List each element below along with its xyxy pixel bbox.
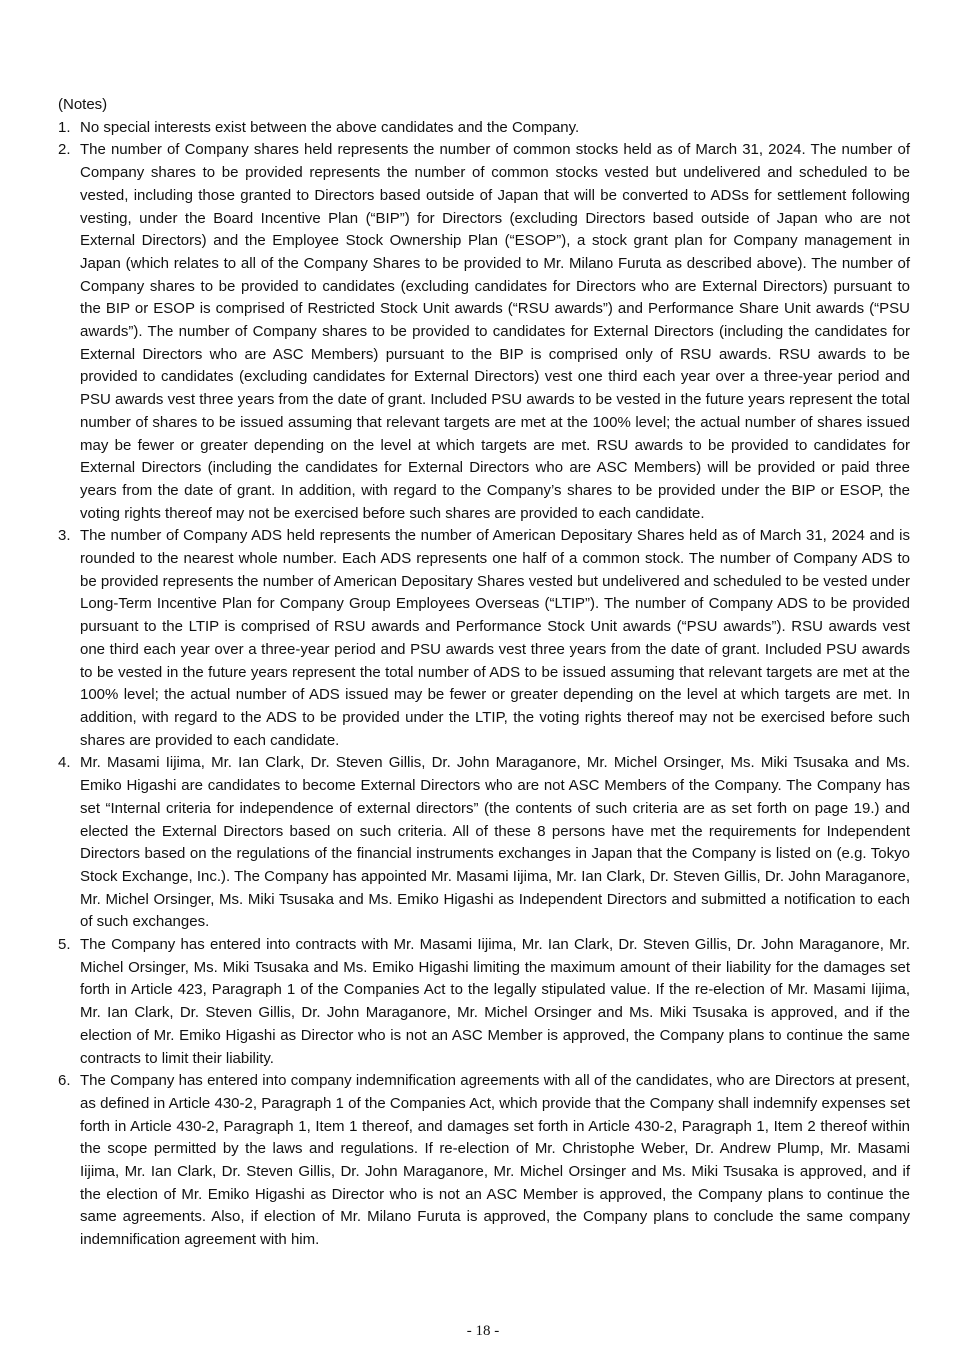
note-number: 2.	[58, 141, 71, 159]
notes-heading: (Notes)	[58, 96, 108, 113]
note-text: The number of Company ADS held represents the number of American Depositary Shares held as of March 31, 2024 and is rounded to the nearest whole number. Each ADS represents one half of a common stock. The number of Company ADS to be provided represents the number of American Depositary Shares vested but undelivered and scheduled to be vested under Long-Term Incentive Plan for Company Group Employees Overseas (“LTIP”). The number of Company ADS to be provided pursuant to the LTIP is comprised of RSU awards and Performance Stock Unit awards (“PSU awards”). RSU awards vest one third each year over a three-year period and PSU awards vest three years from the date of grant. Included PSU awards to be vested in the future years represent the total number of ADS to be issued assuming that relevant targets are met at the 100% level; the actual number of ADS issued may be fewer or greater depending on the level at which targets are met. In addition, with regard to the ADS to be provided under the LTIP, the voting rights thereof may not be exercised before such shares are provided to each candidate.	[80, 527, 910, 749]
note-number: 4.	[58, 754, 71, 772]
note-item	[58, 752, 910, 934]
note-item	[58, 139, 910, 525]
note-text: No special interests exist between the above candidates and the Company.	[80, 118, 580, 136]
document-page	[58, 94, 910, 1252]
page-number: - 18 -	[466, 1323, 500, 1339]
note-text: Mr. Masami Iijima, Mr. Ian Clark, Dr. Steven Gillis, Dr. John Maraganore, Mr. Michel Orsinger, Ms. Miki Tsusaka and Ms. Emiko Higashi are candidates to become External Directors who are not ASC Members of the Company. The Company has set “Internal criteria for independence of external directors” (the contents of such criteria are as set forth on page 19.) and elected the External Directors based on such criteria. All of these 8 persons have met the requirements for Independent Directors based on the regulations of the financial instruments exchanges in Japan that the Company is listed on (e.g. Tokyo Stock Exchange, Inc.). The Company has appointed Mr. Masami Iijima, Mr. Ian Clark, Dr. Steven Gillis, Dr. John Maraganore, Mr. Michel Orsinger, Ms. Miki Tsusaka and Ms. Emiko Higashi as Independent Directors and submitted a notification to each of such exchanges.	[80, 754, 910, 931]
note-number: 6.	[58, 1072, 71, 1090]
note-number: 1.	[58, 118, 71, 136]
note-number: 5.	[58, 936, 71, 954]
note-number: 3.	[58, 527, 71, 545]
note-item	[58, 525, 910, 752]
note-item	[58, 1070, 910, 1252]
notes-list	[58, 117, 910, 1252]
note-text: The Company has entered into company indemnification agreements with all of the candidates, who are Directors at present, as defined in Article 430-2, Paragraph 1 of the Companies Act, which provide that the Company shall indemnify expenses set forth in Article 430-2, Paragraph 1, Item 1 thereof, and damages set forth in Article 430-2, Paragraph 1, Item 2 thereof within the scope permitted by the laws and regulations. If re-election of Mr. Christophe Weber, Dr. Andrew Plump, Mr. Masami Iijima, Mr. Ian Clark, Dr. Steven Gillis, Dr. John Maraganore, Mr. Michel Orsinger and Ms. Miki Tsusaka is approved, and if the election of Mr. Emiko Higashi as Director who is not an ASC Member is approved, the Company plans to continue the same agreements. Also, if election of Mr. Milano Furuta is approved, the Company plans to conclude the same company indemnification agreement with him.	[80, 1072, 910, 1249]
note-text: The Company has entered into contracts with Mr. Masami Iijima, Mr. Ian Clark, Dr. Steven Gillis, Dr. John Maraganore, Mr. Michel Orsinger, Ms. Miki Tsusaka and Ms. Emiko Higashi limiting the maximum amount of their liability for the damages set forth in Article 423, Paragraph 1 of the Companies Act to the legally stipulated value. If the re-election of Mr. Masami Iijima, Mr. Ian Clark, Dr. Steven Gillis, Dr. John Maraganore, Mr. Michel Orsinger and Ms. Miki Tsusaka is approved, and if the election of Mr. Emiko Higashi as Director who is not an ASC Member is approved, the Company plans to continue the same contracts to limit their liability.	[80, 936, 910, 1067]
note-item	[58, 934, 910, 1070]
note-text: The number of Company shares held represents the number of common stocks held as of March 31, 2024. The number of Company shares to be provided represents the number of common stocks vested but undelivered and scheduled to be vested, including those granted to Directors based outside of Japan that will be converted to ADSs for settlement following vesting, under the Board Incentive Plan (“BIP”) for Directors (excluding Directors based outside of Japan who are not External Directors) and the Employee Stock Ownership Plan (“ESOP”), a stock grant plan for Company management in Japan (which relates to all of the Company Shares to be provided to Mr. Milano Furuta as described above). The number of Company shares to be provided to candidates (excluding candidates for Directors who are External Directors) pursuant to the BIP or ESOP is comprised of Restricted Stock Unit awards (“RSU awards”) and Performance Share Unit awards (“PSU awards”). The number of Company shares to be provided to candidates for External Directors (including the candidates for External Directors who are ASC Members) pursuant to the BIP is comprised only of RSU awards. RSU awards to be provided to candidates (excluding candidates for External Directors) vest one third each year over a three-year period and PSU awards vest three years from the date of grant. Included PSU awards to be vested in the future years represent the total number of shares to be issued assuming that relevant targets are met at the 100% level; the actual number of shares issued may be fewer or greater depending on the level at which targets are met. RSU awards to be provided to candidates for External Directors (including the candidates for External Directors who are ASC Members) will be provided or paid three years from the date of grant. In addition, with regard to the Company’s shares to be provided under the BIP or ESOP, the voting rights thereof may not be exercised before such shares are provided to each candidate.	[80, 141, 910, 522]
note-item	[58, 117, 910, 140]
